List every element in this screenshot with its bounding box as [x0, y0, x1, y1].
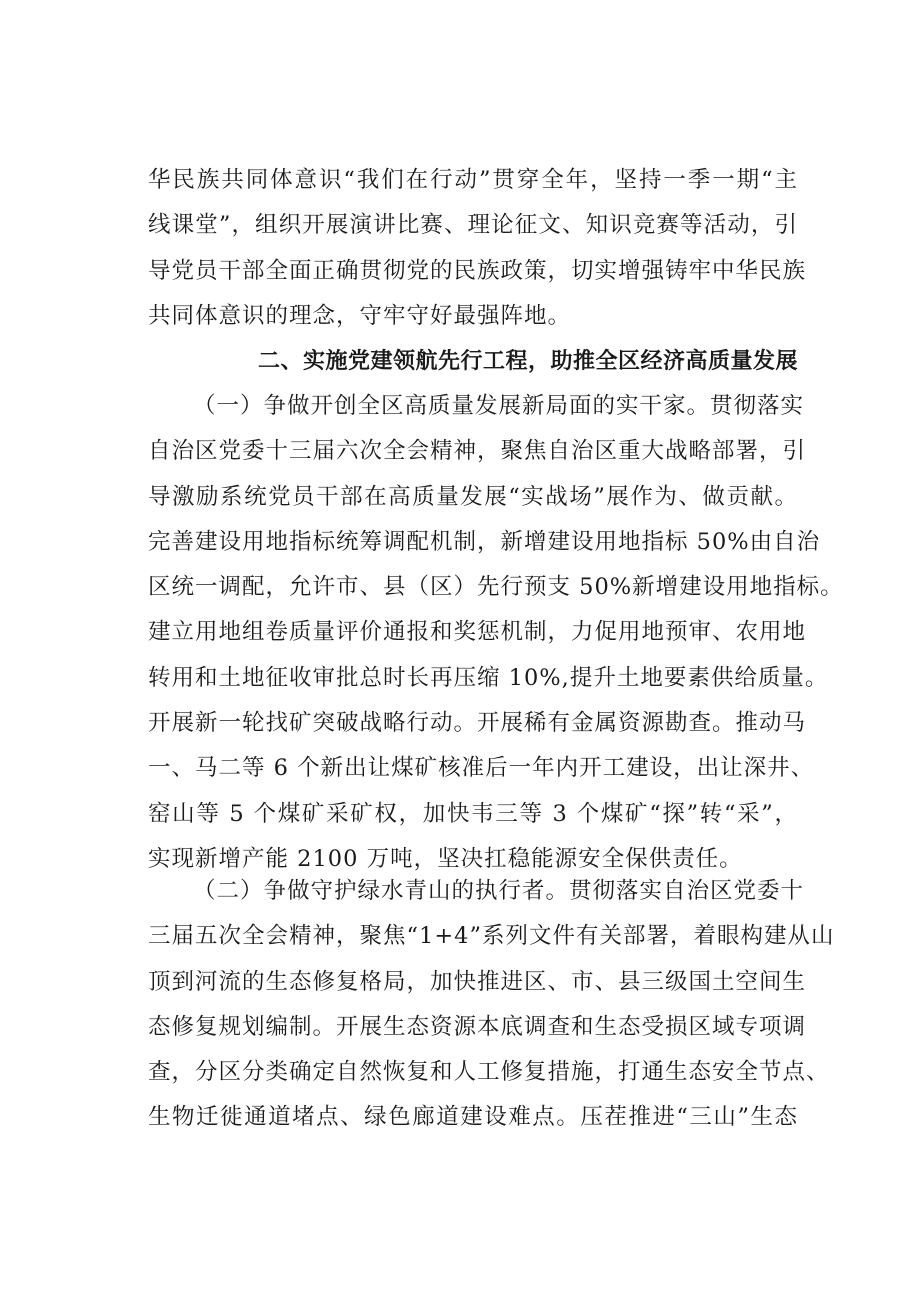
text-line: 态修复规划编制。开展生态资源本底调查和生态受损区域专项调: [148, 1013, 807, 1040]
text-line: 线课堂”，组织开展演讲比赛、理论征文、知识竞赛等活动，引: [148, 212, 798, 239]
text-line: 华民族共同体意识“我们在行动”贯穿全年，坚持一季一期“主: [148, 167, 798, 193]
text-line: 开展新一轮找矿突破战略行动。开展稀有金属资源勘查。推动马: [148, 710, 807, 737]
paragraph-2: [148, 869, 835, 1141]
text-line: 完善建设用地指标统筹调配机制，新增建设用地指标 50%由自治: [148, 528, 821, 555]
text-line: 导激励系统党员干部在高质量发展“实战场”展作为、做贡献。: [148, 483, 798, 510]
section-heading: 二、实施党建领航先行工程，助推全区经济高质量发展: [257, 349, 798, 374]
text-line: （二）争做守护绿水青山的执行者。贯彻落实自治区党委十: [193, 878, 805, 904]
text-line: 生物迁徙通道堵点、绿色廊道建设难点。压茬推进“三山”生态: [148, 1104, 798, 1131]
text-line: （一）争做开创全区高质量发展新局面的实干家。贯彻落实: [193, 393, 805, 419]
text-line: 导党员干部全面正确贯彻党的民族政策，切实增强铸牢中华民族: [148, 257, 807, 284]
text-line: 三届五次全会精神，聚焦“1+4”系列文件有关部署，着眼构建从山: [148, 923, 835, 950]
paragraph-1: [148, 384, 844, 882]
text-line: 顶到河流的生态修复格局，加快推进区、市、县三级国土空间生: [148, 968, 807, 995]
text-line: 自治区党委十三届六次全会精神，聚焦自治区重大战略部署，引: [148, 438, 807, 465]
text-line: 实现新增产能 2100 万吨，坚决扛稳能源安全保供责任。: [148, 845, 743, 872]
text-line: 窑山等 5 个煤矿采矿权，加快韦三等 3 个煤矿“探”转“采”，: [148, 800, 798, 827]
text-line: 建立用地组卷质量评价通报和奖惩机制，力促用地预审、农用地: [148, 619, 807, 646]
text-line: 共同体意识的理念，守牢守好最强阵地。: [148, 302, 572, 329]
section-heading-block: [148, 339, 798, 384]
text-line: 一、马二等 6 个新出让煤矿核准后一年内开工建设，出让深井、: [148, 755, 815, 782]
text-line: 转用和土地征收审批总时长再压缩 10%,提升土地要素供给质量。: [148, 664, 829, 691]
text-line: 查，分区分类确定自然恢复和人工修复措施，打通生态安全节点、: [148, 1059, 830, 1086]
top-paragraph: [148, 158, 807, 339]
text-line: 区统一调配，允许市、县（区）先行预支 50%新增建设用地指标。: [148, 574, 844, 601]
